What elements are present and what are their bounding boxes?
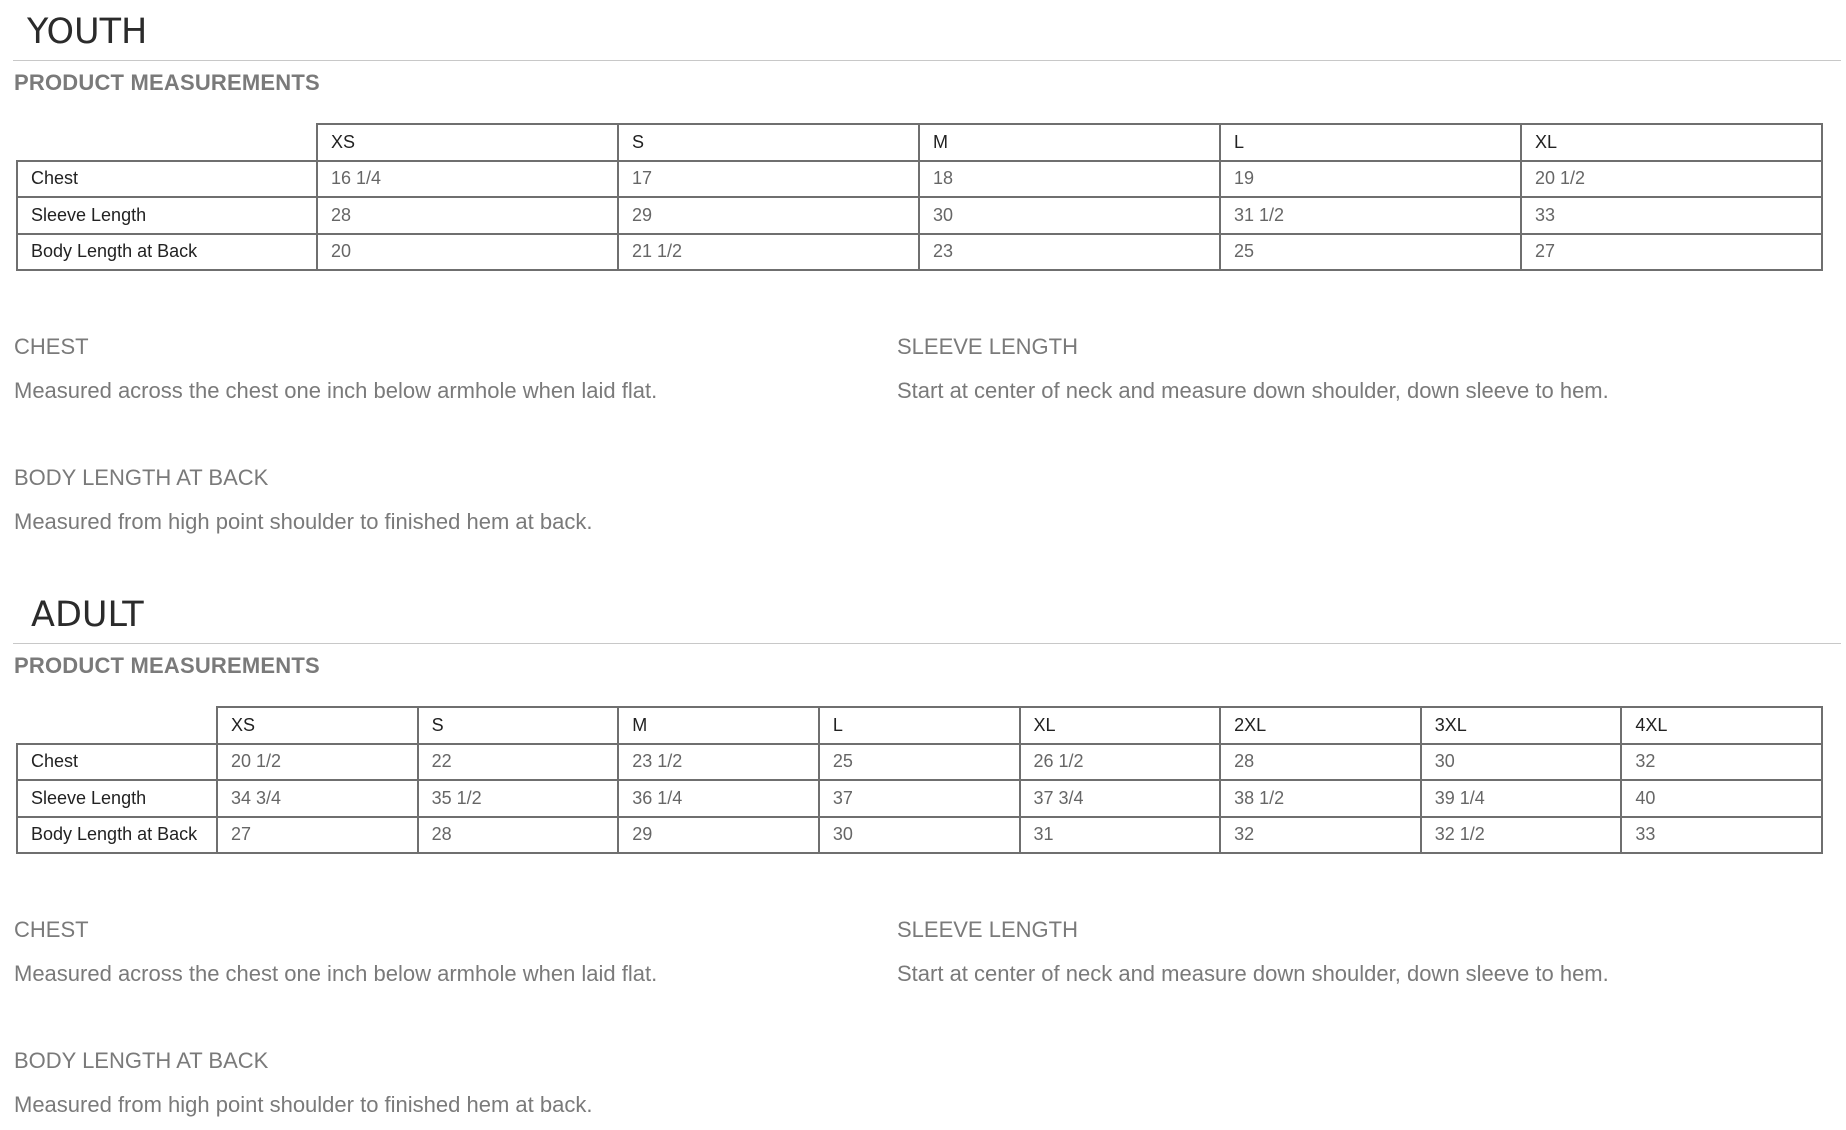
row-label-chest: Chest [17, 744, 217, 781]
size-header: M [618, 707, 819, 744]
table-cell: 22 [418, 744, 619, 781]
description-title: SLEEVE LENGTH [897, 334, 1078, 359]
youth-measurements-heading: PRODUCT MEASUREMENTS [14, 70, 320, 95]
description-text: Measured from high point shoulder to finished hem at back. [14, 1092, 593, 1117]
table-cell: 39 1/4 [1421, 780, 1622, 817]
youth-sleeve-description [897, 334, 1609, 404]
youth-body-length-description [14, 465, 592, 535]
table-cell: 29 [618, 197, 919, 234]
table-row [17, 817, 1822, 854]
table-cell: 30 [819, 817, 1020, 854]
table-cell: 20 [317, 234, 618, 271]
table-cell: 30 [919, 197, 1220, 234]
table-cell: 38 1/2 [1220, 780, 1421, 817]
table-cell: 25 [819, 744, 1020, 781]
adult-measurements-heading: PRODUCT MEASUREMENTS [14, 653, 320, 678]
adult-body-length-description [14, 1048, 592, 1118]
youth-size-header-row [17, 124, 1822, 161]
table-cell: 26 1/2 [1020, 744, 1221, 781]
table-cell: 37 3/4 [1020, 780, 1221, 817]
size-header: 3XL [1421, 707, 1622, 744]
size-header: XL [1020, 707, 1221, 744]
description-title: SLEEVE LENGTH [897, 917, 1078, 942]
table-cell: 32 1/2 [1421, 817, 1622, 854]
table-cell: 20 1/2 [217, 744, 418, 781]
youth-size-table [16, 123, 1823, 271]
table-row [17, 744, 1822, 781]
table-cell: 28 [1220, 744, 1421, 781]
size-header: XS [217, 707, 418, 744]
size-header: L [819, 707, 1020, 744]
description-title: CHEST [14, 917, 89, 942]
table-cell: 25 [1220, 234, 1521, 271]
adult-title: ADULT [31, 595, 144, 635]
table-cell: 30 [1421, 744, 1622, 781]
table-cell: 28 [418, 817, 619, 854]
adult-divider [13, 643, 1841, 644]
table-cell: 40 [1621, 780, 1822, 817]
header-blank-cell [17, 124, 317, 161]
table-row [17, 197, 1822, 234]
youth-title: YOUTH [27, 12, 148, 52]
table-cell: 34 3/4 [217, 780, 418, 817]
description-title: BODY LENGTH AT BACK [14, 1048, 269, 1073]
description-text: Measured from high point shoulder to finished hem at back. [14, 509, 593, 534]
table-cell: 31 1/2 [1220, 197, 1521, 234]
table-cell: 28 [317, 197, 618, 234]
table-row [17, 161, 1822, 198]
size-header: M [919, 124, 1220, 161]
description-text: Measured across the chest one inch below armhole when laid flat. [14, 378, 658, 403]
description-text: Measured across the chest one inch below armhole when laid flat. [14, 961, 658, 986]
row-label-sleeve-length: Sleeve Length [17, 197, 317, 234]
header-blank-cell [17, 707, 217, 744]
adult-size-table [16, 706, 1823, 854]
youth-chest-description [14, 334, 657, 404]
row-label-chest: Chest [17, 161, 317, 198]
table-cell: 33 [1621, 817, 1822, 854]
size-header: 4XL [1621, 707, 1822, 744]
row-label-body-length: Body Length at Back [17, 234, 317, 271]
table-cell: 32 [1621, 744, 1822, 781]
row-label-body-length: Body Length at Back [17, 817, 217, 854]
table-cell: 36 1/4 [618, 780, 819, 817]
table-cell: 18 [919, 161, 1220, 198]
table-cell: 19 [1220, 161, 1521, 198]
size-header: XS [317, 124, 618, 161]
youth-divider [13, 60, 1841, 61]
table-cell: 16 1/4 [317, 161, 618, 198]
description-text: Start at center of neck and measure down shoulder, down sleeve to hem. [897, 378, 1609, 403]
table-cell: 23 1/2 [618, 744, 819, 781]
size-header: L [1220, 124, 1521, 161]
size-header: XL [1521, 124, 1822, 161]
description-title: BODY LENGTH AT BACK [14, 465, 269, 490]
table-cell: 20 1/2 [1521, 161, 1822, 198]
table-row [17, 234, 1822, 271]
table-row [17, 780, 1822, 817]
row-label-sleeve-length: Sleeve Length [17, 780, 217, 817]
table-cell: 32 [1220, 817, 1421, 854]
table-cell: 29 [618, 817, 819, 854]
size-header: S [618, 124, 919, 161]
size-header: 2XL [1220, 707, 1421, 744]
table-cell: 35 1/2 [418, 780, 619, 817]
size-header: S [418, 707, 619, 744]
adult-chest-description [14, 917, 657, 987]
table-cell: 33 [1521, 197, 1822, 234]
table-cell: 21 1/2 [618, 234, 919, 271]
description-text: Start at center of neck and measure down shoulder, down sleeve to hem. [897, 961, 1609, 986]
table-cell: 23 [919, 234, 1220, 271]
table-cell: 31 [1020, 817, 1221, 854]
adult-sleeve-description [897, 917, 1609, 987]
table-cell: 27 [217, 817, 418, 854]
adult-size-header-row [17, 707, 1822, 744]
description-title: CHEST [14, 334, 89, 359]
table-cell: 27 [1521, 234, 1822, 271]
table-cell: 37 [819, 780, 1020, 817]
table-cell: 17 [618, 161, 919, 198]
